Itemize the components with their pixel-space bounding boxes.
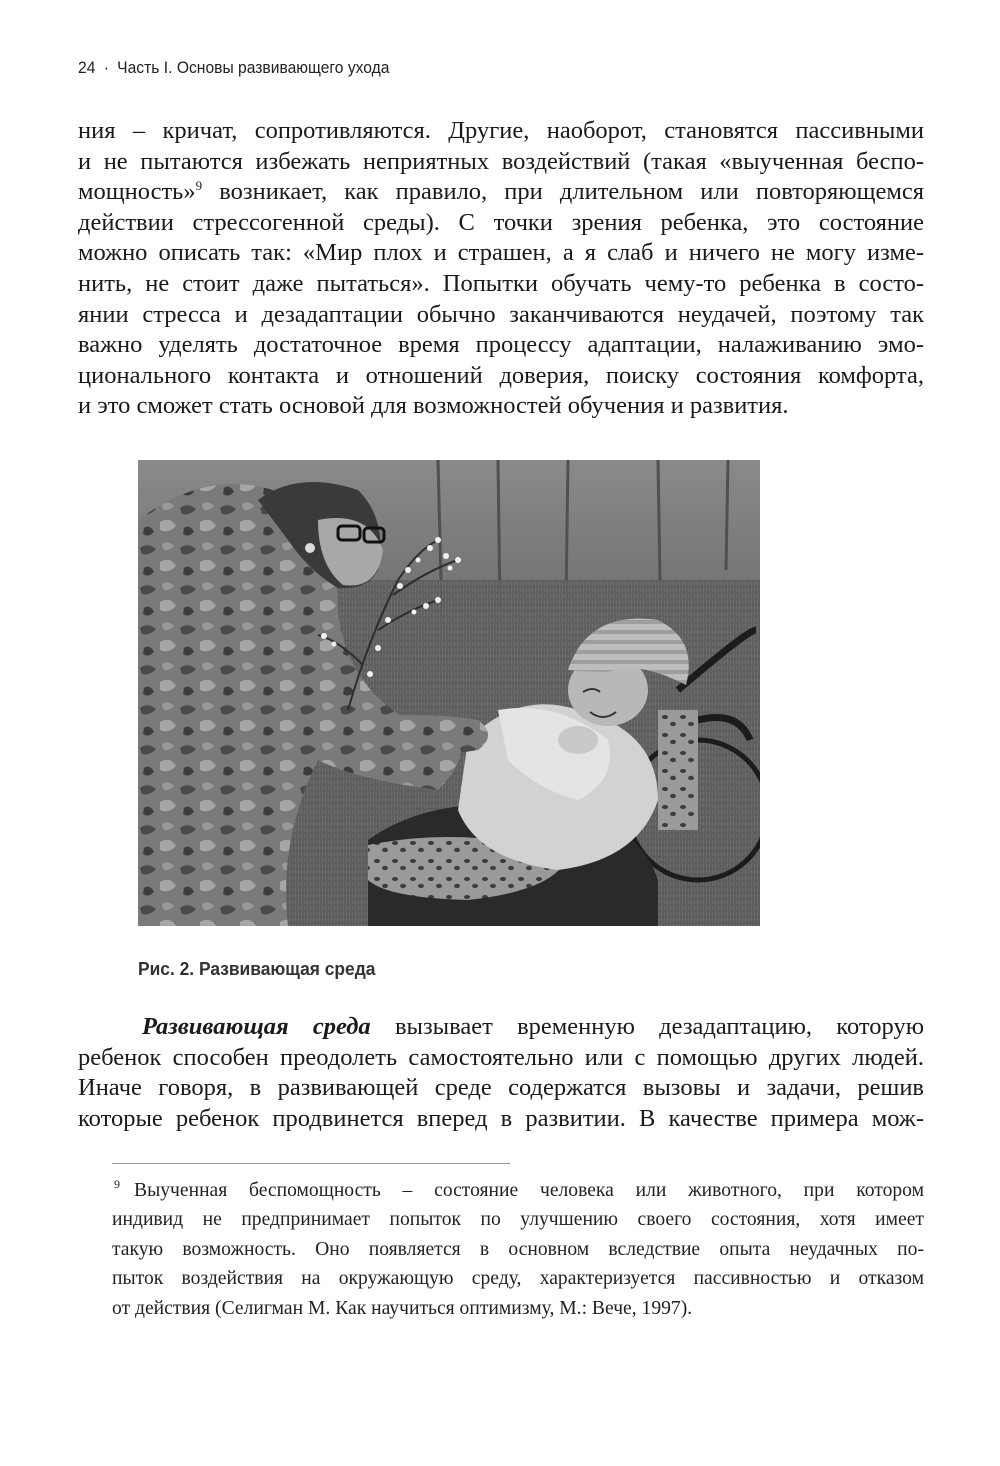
text-line: нить, не стоит даже пытаться». Попытки обучать чему-то ребенка в состо- <box>78 269 924 297</box>
text-line: важно уделять достаточное время процессу адаптации, налаживанию эмо- <box>78 331 924 359</box>
page-number: 24 <box>78 58 96 77</box>
text-line <box>78 1012 924 1043</box>
text-line: которые ребенок продвинется вперед в развитии. В качестве примера мож- <box>78 1104 924 1132</box>
text-line: и это сможет стать основой для возможностей обучения и развития. <box>78 392 789 420</box>
running-head-separator: · <box>103 58 109 77</box>
footnote-line: от действия (Селигман М. Как научиться оптимизму, М.: Вече, 1997). <box>112 1297 693 1319</box>
section-title: Часть I. Основы развивающего ухода <box>117 58 390 77</box>
footnote-line: пыток воздействия на окружающую среду, характеризуется пассивностью и отказом <box>112 1268 924 1290</box>
text-line: янии стресса и дезадаптации обычно заканчиваются неудачей, поэтому так <box>78 300 924 328</box>
text-fragment: возникает, как правило, при длительном или повторяющемся <box>219 178 924 206</box>
text-fragment: Выученная беспомощность – состояние человека или животного, при котором <box>134 1180 924 1201</box>
text-line: ребенок способен преодолеть самостоятельно или с помощью других людей. <box>78 1043 924 1071</box>
figure-caption: Рис. 2. Развивающая среда <box>138 958 376 979</box>
footnote-line: такую возможность. Оно появляется в основном вследствие опыта неудачных по- <box>112 1238 924 1260</box>
footnote-line: индивид не предпринимает попыток по улучшению своего состояния, хотя имеет <box>112 1209 924 1231</box>
text-line: и не пытаются избежать неприятных воздействий (такая «выученная беспо- <box>78 147 924 175</box>
footnote-line <box>112 1176 924 1205</box>
text-line: Иначе говоря, в развивающей среде содержатся вызовы и задачи, решив <box>78 1074 924 1102</box>
footnote-number: 9 <box>114 1177 120 1192</box>
text-fragment: вызывает временную дезадаптацию, которую <box>370 1013 924 1040</box>
defined-term: Развивающая среда <box>142 1013 371 1040</box>
footnote-ref[interactable]: 9 <box>195 178 203 194</box>
text-line: ния – кричат, сопротивляются. Другие, наоборот, становятся пассивными <box>78 117 924 144</box>
text-fragment: мощность» <box>78 178 196 206</box>
figure-photo <box>138 460 760 926</box>
running-head <box>78 58 389 78</box>
text-line: действии стрессогенной среды). С точки зрения ребенка, это состояние <box>78 208 924 236</box>
text-line: ционального контакта и отношений доверия, поиску состояния комфорта, <box>78 361 924 389</box>
paragraph-1 <box>78 116 924 422</box>
text-line: можно описать так: «Мир плох и страшен, а я слаб и ничего не могу изме- <box>78 239 924 267</box>
photo-illustration <box>138 460 760 926</box>
footnote-divider <box>112 1163 510 1164</box>
text-line-with-footnote <box>78 177 924 208</box>
footnote <box>112 1176 924 1323</box>
paragraph-2 <box>78 1012 924 1134</box>
